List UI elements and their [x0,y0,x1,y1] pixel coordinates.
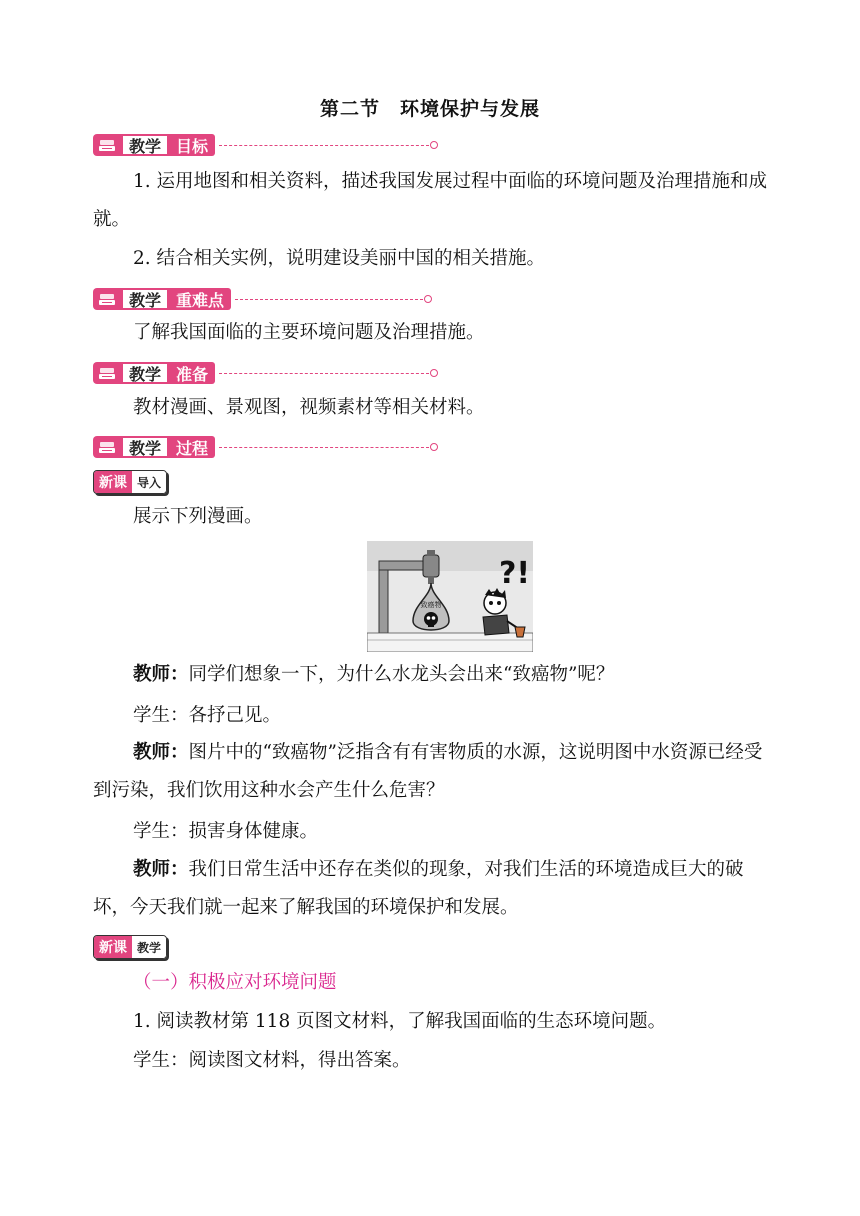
dialogue-text: 图片中的“致癌物”泛指含有有害物质的水源，这说明图中水资源已经受到污染，我们饮用这种水会产生什么危害？ [93,742,763,801]
book-stack-icon [93,362,121,384]
tag-label: 教学 [132,936,166,958]
section-header-process [93,435,438,459]
speaker-label: 学生： [133,821,189,842]
goal-item-2: 2. 结合相关实例，说明建设美丽中国的相关措施。 [133,248,546,269]
speaker-label: 教师： [133,664,189,685]
bottle-label: 致癌物 [420,601,442,609]
sub-heading: （一）积极应对环境问题 [133,972,337,993]
divider-end-dot [430,141,438,149]
divider-end-dot [424,295,432,303]
preparation-text: 教材漫画、景观图，视频素材等相关材料。 [133,397,485,418]
section-label: 准备 [169,362,215,384]
intro-text: 展示下列漫画。 [133,506,263,527]
polluted-tap-cartoon [367,541,533,652]
section-label: 过程 [169,436,215,458]
tag-prefix: 新课 [94,471,132,493]
dialogue-text: 各抒己见。 [188,705,282,726]
teach-item-1: 1. 阅读教材第 118 页图文材料，了解我国面临的生态环境问题。 [133,1011,667,1032]
dialogue-line-3 [93,734,773,810]
dialogue-text: 同学们想象一下，为什么水龙头会出来“致癌物”呢？ [188,664,615,685]
dashed-divider [219,145,429,146]
teach-item-2: 学生：阅读图文材料，得出答案。 [133,1050,411,1071]
dialogue-text: 损害身体健康。 [188,821,319,842]
speaker-label: 教师： [133,859,189,880]
dashed-divider [219,373,429,374]
dashed-divider [235,299,423,300]
goal-item-1: 1. 运用地图和相关资料，描述我国发展过程中面临的环境问题及治理措施和成就。 [93,171,768,230]
section-label: 重难点 [169,288,231,310]
dialogue-line-1 [93,656,773,694]
speaker-label: 教师： [133,742,189,763]
tag-new-lesson-intro [93,470,167,494]
book-stack-icon [93,134,121,156]
section-label-prefix: 教学 [121,288,169,310]
speaker-label: 学生： [133,705,189,726]
book-stack-icon [93,436,121,458]
surprise-marks: ?! [499,556,531,591]
tag-new-lesson-teaching [93,935,167,959]
section-header-key-points [93,287,432,311]
section-header-preparation [93,361,438,385]
dialogue-line-5 [93,851,773,927]
section-header-goals [93,133,438,157]
section-label-prefix: 教学 [121,436,169,458]
page-title: 第二节 环境保护与发展 [319,98,540,120]
tag-label: 导入 [132,471,166,493]
divider-end-dot [430,369,438,377]
key-points-text: 了解我国面临的主要环境问题及治理措施。 [133,322,485,343]
section-label-prefix: 教学 [121,134,169,156]
divider-end-dot [430,443,438,451]
dialogue-line-2 [93,697,773,735]
dialogue-line-4 [93,813,773,851]
dashed-divider [219,447,429,448]
book-stack-icon [93,288,121,310]
dialogue-text: 我们日常生活中还存在类似的现象，对我们生活的环境造成巨大的破坏，今天我们就一起来了解我国的环境保护和发展。 [93,859,744,918]
tag-prefix: 新课 [94,936,132,958]
section-label: 目标 [169,134,215,156]
section-label-prefix: 教学 [121,362,169,384]
